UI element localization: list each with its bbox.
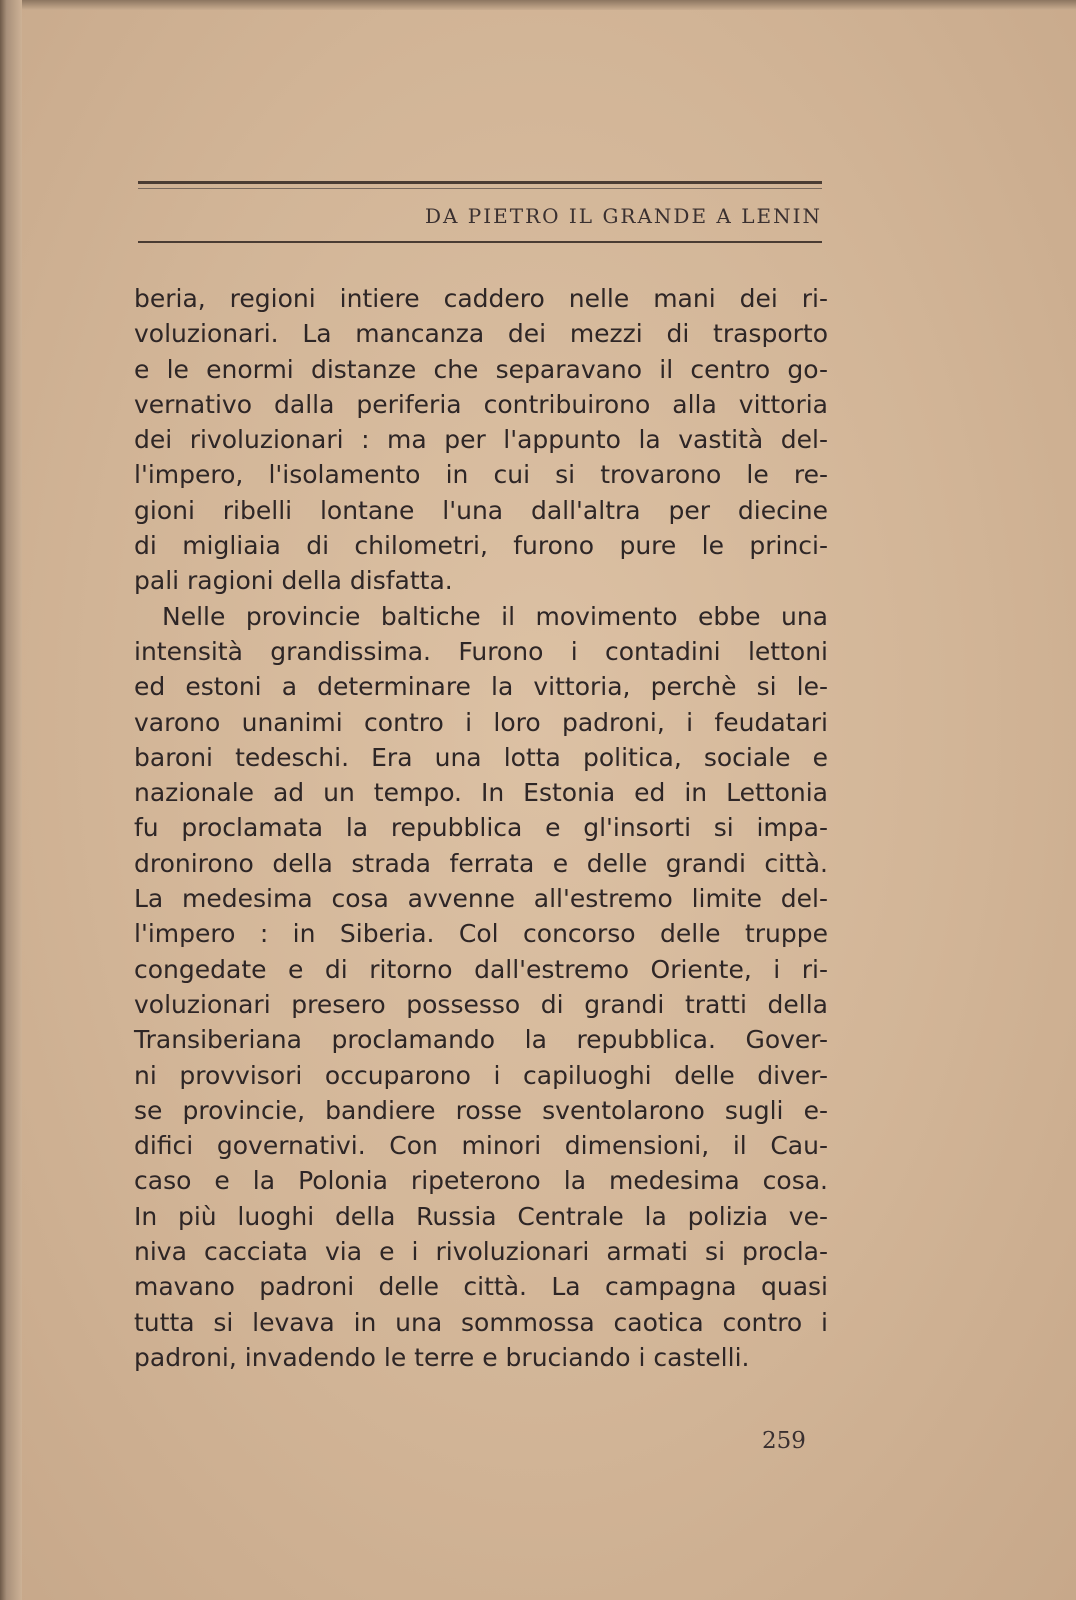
binding-edge — [0, 0, 22, 1600]
text-line: padroni, invadendo le terre e bruciando i castelli. — [134, 1342, 750, 1372]
text-line: congedate e di ritorno dall'estremo Oriente, i ri- — [134, 954, 828, 984]
text-line: vernativo dalla periferia contribuirono alla vittoria — [134, 389, 828, 419]
text-line: fu proclamata la repubblica e gl'insorti si impa- — [134, 813, 828, 843]
text-line: nazionale ad un tempo. In Estonia ed in Lettonia — [134, 778, 828, 808]
text-line: mavano padroni delle città. La campagna quasi — [134, 1272, 828, 1302]
text-line-indent: Nelle provincie baltiche il movimento ebbe una — [162, 601, 828, 631]
text-line: l'impero, l'isolamento in cui si trovarono le re- — [134, 460, 828, 490]
text-line: beria, regioni intiere caddero nelle mani dei ri- — [134, 284, 828, 313]
text-line: dei rivoluzionari : ma per l'appunto la vastità del- — [134, 425, 828, 455]
text-line: varono unanimi contro i loro padroni, i feudatari — [134, 707, 828, 737]
text-line: intensità grandissima. Furono i contadini lettoni — [134, 636, 828, 666]
text-line: voluzionari. La mancanza dei mezzi di trasporto — [134, 319, 828, 349]
page-top-edge — [0, 0, 1076, 10]
text-line: se provincie, bandiere rosse sventolarono sugli e- — [134, 1095, 828, 1125]
page-number: 259 — [762, 1428, 806, 1454]
text-line: Transiberiana proclamando la repubblica. Gover- — [134, 1025, 828, 1055]
header-rule-bottom — [138, 241, 822, 243]
text-line: gioni ribelli lontane l'una dall'altra per diecine — [134, 495, 828, 525]
text-line: In più luoghi della Russia Centrale la polizia ve- — [134, 1201, 828, 1231]
text-line: tutta si levava in una sommossa caotica contro i — [134, 1307, 828, 1337]
text-line: di migliaia di chilometri, furono pure le princi- — [134, 531, 828, 561]
body-text — [134, 281, 828, 1375]
text-line: ni provvisori occuparono i capiluoghi delle diver- — [134, 1060, 828, 1090]
header-rule-top — [138, 181, 822, 184]
text-line: baroni tedeschi. Era una lotta politica, sociale e — [134, 742, 828, 772]
text-line: La medesima cosa avvenne all'estremo limite del- — [134, 884, 828, 914]
text-line: caso e la Polonia ripeterono la medesima cosa. — [134, 1166, 828, 1196]
text-line: ed estoni a determinare la vittoria, perchè si le- — [134, 672, 828, 702]
text-line: niva cacciata via e i rivoluzionari armati si procla- — [134, 1237, 828, 1267]
text-line: pali ragioni della disfatta. — [134, 566, 453, 596]
text-line: l'impero : in Siberia. Col concorso delle truppe — [134, 919, 828, 949]
running-title: DA PIETRO IL GRANDE A LENIN — [424, 204, 822, 228]
text-line: dronirono della strada ferrata e delle grandi città. — [134, 848, 828, 878]
text-line: e le enormi distanze che separavano il centro go- — [134, 354, 828, 384]
header-rule-top-thin — [138, 188, 822, 189]
text-line: difici governativi. Con minori dimensioni, il Cau- — [134, 1131, 828, 1161]
text-line: voluzionari presero possesso di grandi tratti della — [134, 989, 828, 1019]
